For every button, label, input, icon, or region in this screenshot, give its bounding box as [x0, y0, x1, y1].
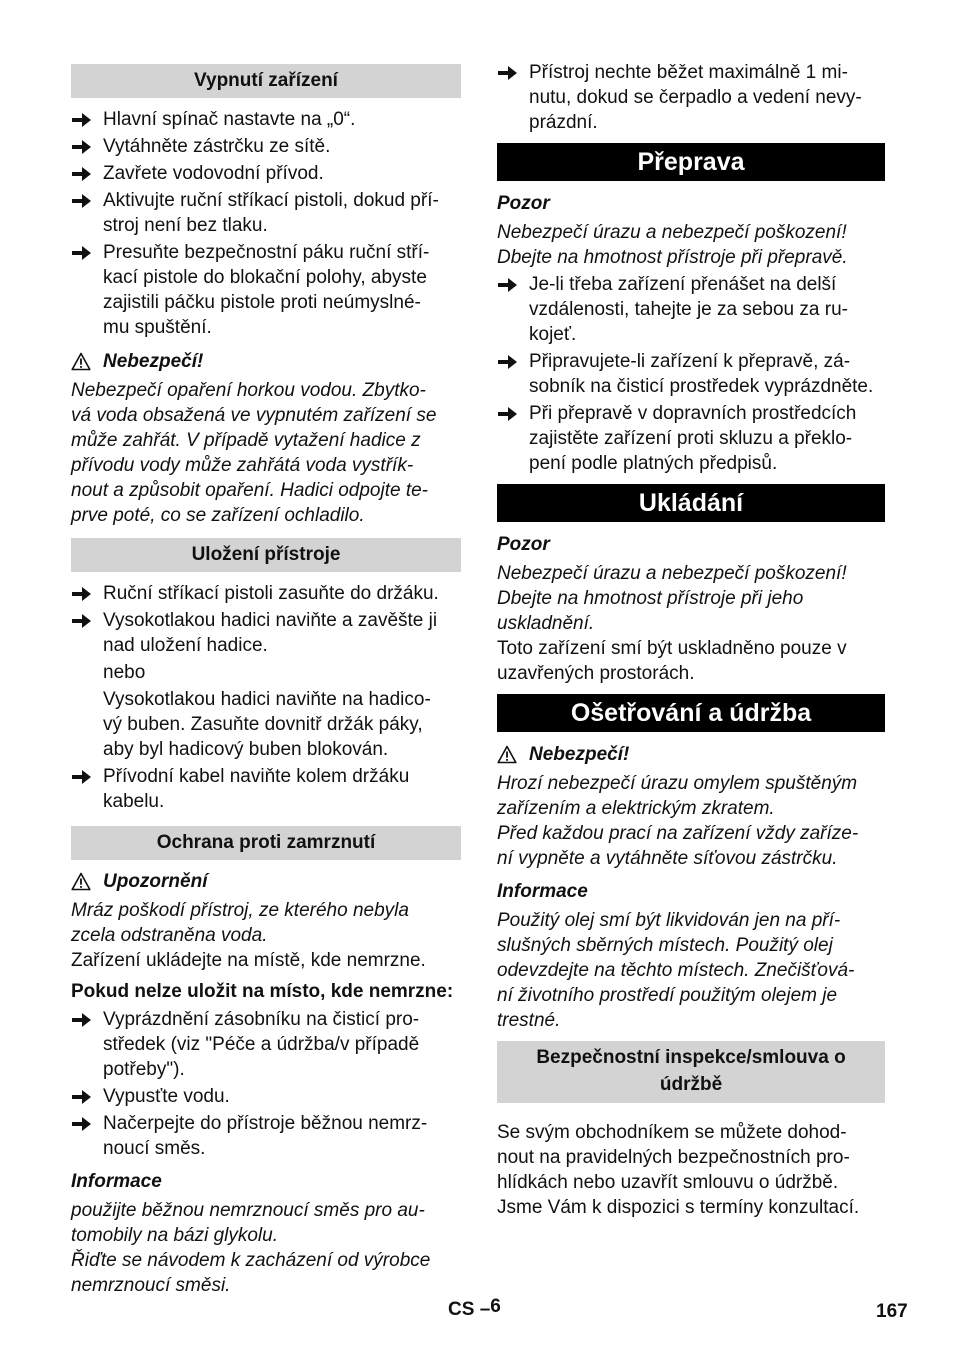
list-item [497, 60, 885, 135]
warning-text: Mráz poškodí přístroj, ze kterého nebyla zcela odstraněna voda. [71, 900, 409, 946]
info-text: Použitý olej smí být likvidován jen na pří- slušných sběrných místech. Použitý olej odevzdejte na těchto místech. Znečišťová- ní životního prostředí použitým olejem je trestné. [497, 910, 855, 1031]
list-item [497, 349, 885, 399]
list-item-text: Vypusťte vodu. [103, 1086, 230, 1107]
section-heading-osetrovani: Ošetřování a údržba [497, 694, 885, 732]
list-item [497, 272, 885, 347]
footer-page-label [448, 1297, 501, 1322]
list-item [71, 240, 461, 340]
warning-heading [71, 349, 461, 374]
warning-heading [71, 869, 461, 894]
warning-triangle-icon [71, 872, 91, 891]
caution-text: Nebezpečí úrazu a nebezpečí poškození! Dbejte na hmotnost přístroje při jeho uskladnění. [497, 563, 847, 634]
info-label: Informace [71, 1171, 162, 1192]
warning-text: Nebezpečí opaření horkou vodou. Zbytko- vá voda obsažená ve vypnutém zařízení se může zahřát. V případě vytažení hadice z přívodu vody může zahřátá voda vystřík- nout a způsobit opaření. Hadici odpojte te- prve poté, co se zařízení ochladilo. [71, 380, 437, 526]
info-label: Informace [497, 881, 588, 902]
arrow-right-icon [72, 1115, 92, 1133]
list-item [71, 107, 461, 132]
arrow-right-icon [72, 244, 92, 262]
right-column [497, 60, 885, 1220]
arrow-right-icon [498, 353, 518, 371]
list-item-text: Připravujete-li zařízení k přepravě, zá- sobník na čisticí prostředek vyprázdněte. [529, 351, 874, 397]
alternative-text: Vysokotlakou hadici naviňte na hadico- vý buben. Zasuňte dovnitř držák páky, aby byl hadicový buben blokován. [103, 689, 431, 760]
arrow-right-icon [72, 192, 92, 210]
footer-lang: CS [448, 1299, 475, 1320]
footer-dash: – [479, 1299, 491, 1320]
arrow-right-icon [498, 276, 518, 294]
arrow-right-icon [72, 585, 92, 603]
list-item [71, 188, 461, 238]
list-item-text: Vyprázdnění zásobníku na čisticí pro- středek (viz "Péče a údržba/v případě potřeby"). [103, 1009, 420, 1080]
list-item-text: Ruční stříkací pistoli zasuňte do držáku. [103, 583, 439, 604]
arrow-right-icon [72, 1011, 92, 1029]
section-heading-preprava: Přeprava [497, 143, 885, 181]
left-column [71, 60, 461, 1298]
list-item [71, 134, 461, 159]
list-item [497, 401, 885, 476]
list-item-text: Hlavní spínač nastavte na „0“. [103, 109, 356, 130]
bold-subheading: Pokud nelze uložit na místo, kde nemrzne: [71, 981, 454, 1002]
warning-triangle-icon [71, 352, 91, 371]
body-text: Se svým obchodníkem se můžete dohod- nout na pravidelných bezpečnostních pro- hlídkách nebo uzavřít smlouvu o údržbě. Jsme Vám k dispozici s termíny konzultací. [497, 1122, 860, 1218]
warning-label: Nebezpečí! [103, 351, 204, 372]
nebo-text: nebo [103, 662, 146, 683]
arrow-right-icon [72, 768, 92, 786]
list-item [71, 581, 461, 606]
body-text: Toto zařízení smí být uskladněno pouze v uzavřených prostorách. [497, 638, 847, 684]
arrow-right-icon [498, 405, 518, 423]
list-item-text: Při přepravě v dopravních prostředcích zajistěte zařízení proti skluzu a překlo- pení podle platných předpisů. [529, 403, 857, 474]
list-item [71, 1084, 461, 1109]
warning-triangle-icon [497, 745, 517, 764]
list-item-text: Načerpejte do přístroje běžnou nemrz- noucí směs. [103, 1113, 428, 1159]
arrow-right-icon [72, 1088, 92, 1106]
list-item [71, 1007, 461, 1082]
section-heading-ochrana: Ochrana proti zamrznutí [71, 826, 461, 860]
list-item-text: Přívodní kabel naviňte kolem držáku kabelu. [103, 766, 410, 812]
info-text: použijte běžnou nemrznoucí směs pro au- tomobily na bázi glykolu. Řiďte se návodem k zacházení od výrobce nemrznoucí směsi. [71, 1200, 431, 1296]
body-text: Zařízení ukládejte na místě, kde nemrzne. [71, 950, 426, 971]
section-heading-vypnuti: Vypnutí zařízení [71, 64, 461, 98]
warning-heading [497, 742, 885, 767]
section-heading-ulozeni: Uložení přístroje [71, 538, 461, 572]
list-item [71, 161, 461, 186]
caution-label: Pozor [497, 534, 550, 555]
list-item-text: Přístroj nechte běžet maximálně 1 mi- nutu, dokud se čerpadlo a vedení nevy- prázdní. [529, 62, 862, 133]
arrow-right-icon [72, 111, 92, 129]
list-item-text: Je-li třeba zařízení přenášet na delší vzdálenosti, tahejte je za sebou za ru- kojeť. [529, 274, 848, 345]
list-item-text: Vysokotlakou hadici naviňte a zavěšte ji nad uložení hadice. [103, 610, 438, 656]
arrow-right-icon [72, 138, 92, 156]
list-item [71, 608, 461, 762]
section-heading-ukladani: Ukládání [497, 484, 885, 522]
page-number: 167 [876, 1301, 908, 1322]
caution-text: Nebezpečí úrazu a nebezpečí poškození! Dbejte na hmotnost přístroje při přepravě. [497, 222, 848, 268]
list-item-text: Aktivujte ruční stříkací pistoli, dokud pří- stroj není bez tlaku. [103, 190, 439, 236]
list-item [71, 1111, 461, 1161]
warning-label: Upozornění [103, 871, 208, 892]
list-item-text: Presuňte bezpečnostní páku ruční stří- kací pistole do blokační polohy, abyste zajistili páčku pistole proti neúmyslné- mu spuštění. [103, 242, 430, 338]
section-heading-inspekce: Bezpečnostní inspekce/smlouva o údržbě [497, 1041, 885, 1103]
list-item [71, 764, 461, 814]
arrow-right-icon [72, 165, 92, 183]
warning-text: Hrozí nebezpečí úrazu omylem spuštěným zařízením a elektrickým zkratem. Před každou prací na zařízení vždy zaříze- ní vypněte a vytáhněte síťovou zástrčku. [497, 773, 859, 869]
list-item-text: Vytáhněte zástrčku ze sítě. [103, 136, 331, 157]
warning-label: Nebezpečí! [529, 744, 630, 765]
list-item-text: Zavřete vodovodní přívod. [103, 163, 324, 184]
arrow-right-icon [498, 64, 518, 82]
footer-page-local: 6 [490, 1296, 501, 1317]
caution-label: Pozor [497, 193, 550, 214]
arrow-right-icon [72, 612, 92, 630]
